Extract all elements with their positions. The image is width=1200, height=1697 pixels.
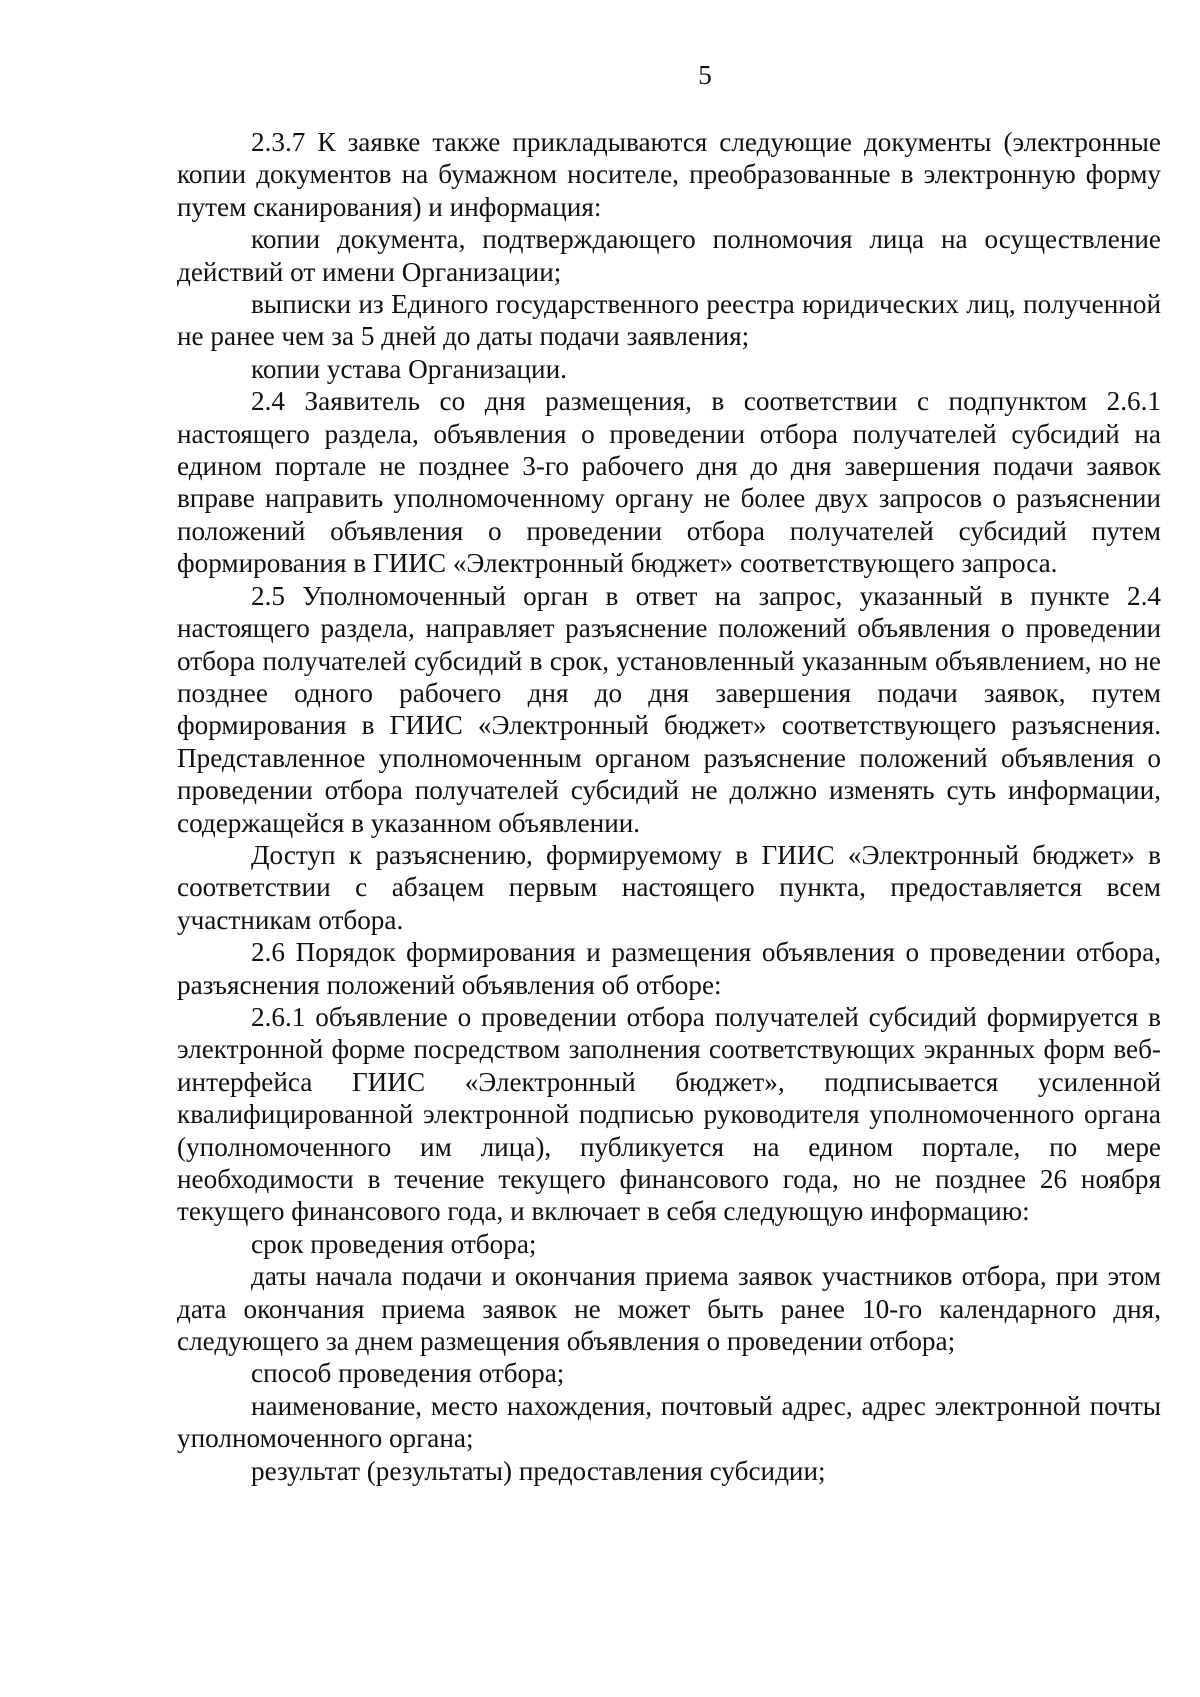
list-item-application-dates: даты начала подачи и окончания приема заявок участников отбора, при этом дата окончания приема заявок не может быть ранее 10-го календарного дня, следующего за днем размещения объявления о проведении отбора; (177, 1261, 1161, 1357)
list-item-selection-period: срок проведения отбора; (251, 1228, 537, 1259)
paragraph-2-3-7: 2.3.7 К заявке также прикладываются следующие документы (электронные копии документов на бумажном носителе, преобразованные в электронную форму путем сканирования) и информация: (177, 127, 1161, 222)
paragraph-2-6: 2.6 Порядок формирования и размещения объявления о проведении отбора, разъяснения положений объявления об отборе: (177, 937, 1161, 1000)
list-item-authority-contacts: наименование, место нахождения, почтовый адрес, адрес электронной почты уполномоченного органа; (177, 1390, 1161, 1454)
paragraph-2-6-1: 2.6.1 объявление о проведении отбора получателей субсидий формируется в электронной форме посредством заполнения соответствующих экранных форм веб-интерфейса ГИИС «Электронный бюджет», подписывается усиленной квалифицированной электронной подписью руководителя уполномоченного органа (уполномоченного им лица), публикуется на едином портале, по мере необходимости в течение текущего финансового года, но не позднее 26 ноября текущего финансового года, и включает в себя следующую информацию: (177, 1001, 1161, 1227)
list-item-selection-method: способ проведения отбора; (251, 1358, 565, 1389)
paragraph-charter-copies: копии устава Организации. (251, 353, 567, 384)
paragraph-authority-copies: копии документа, подтверждающего полномочия лица на осуществление действий от имени Организации; (177, 224, 1161, 287)
page-number: 5 (698, 60, 712, 90)
list-item-subsidy-results: результат (результаты) предоставления субсидии; (251, 1455, 826, 1486)
paragraph-access-clarification: Доступ к разъяснению, формируемому в ГИИС «Электронный бюджет» в соответствии с абзацем первым настоящего пункта, предоставляется всем участникам отбора. (177, 839, 1161, 935)
paragraph-2-5: 2.5 Уполномоченный орган в ответ на запрос, указанный в пункте 2.4 настоящего раздела, направляет разъяснение положений объявления о проведении отбора получателей субсидий в срок, установленный указанным объявлением, но не позднее одного рабочего дня до дня завершения подачи заявок, путем формирования в ГИИС «Электронный бюджет» соответствующего разъяснения. Представленное уполномоченным органом разъяснение положений объявления о проведении отбора получателей субсидий не должно изменять суть информации, содержащейся в указанном объявлении. (177, 580, 1161, 838)
document-body (177, 126, 1161, 1487)
paragraph-registry-extract: выписки из Единого государственного реестра юридических лиц, полученной не ранее чем за 5 дней до даты подачи заявления; (177, 289, 1161, 352)
paragraph-2-4: 2.4 Заявитель со дня размещения, в соответствии с подпунктом 2.6.1 настоящего раздела, объявления о проведении отбора получателей субсидий на едином портале не позднее 3-го рабочего дня до дня завершения подачи заявок вправе направить уполномоченному органу не более двух запросов о разъяснении положений объявления о проведении отбора получателей субсидий путем формирования в ГИИС «Электронный бюджет» соответствующего запроса. (177, 386, 1161, 579)
